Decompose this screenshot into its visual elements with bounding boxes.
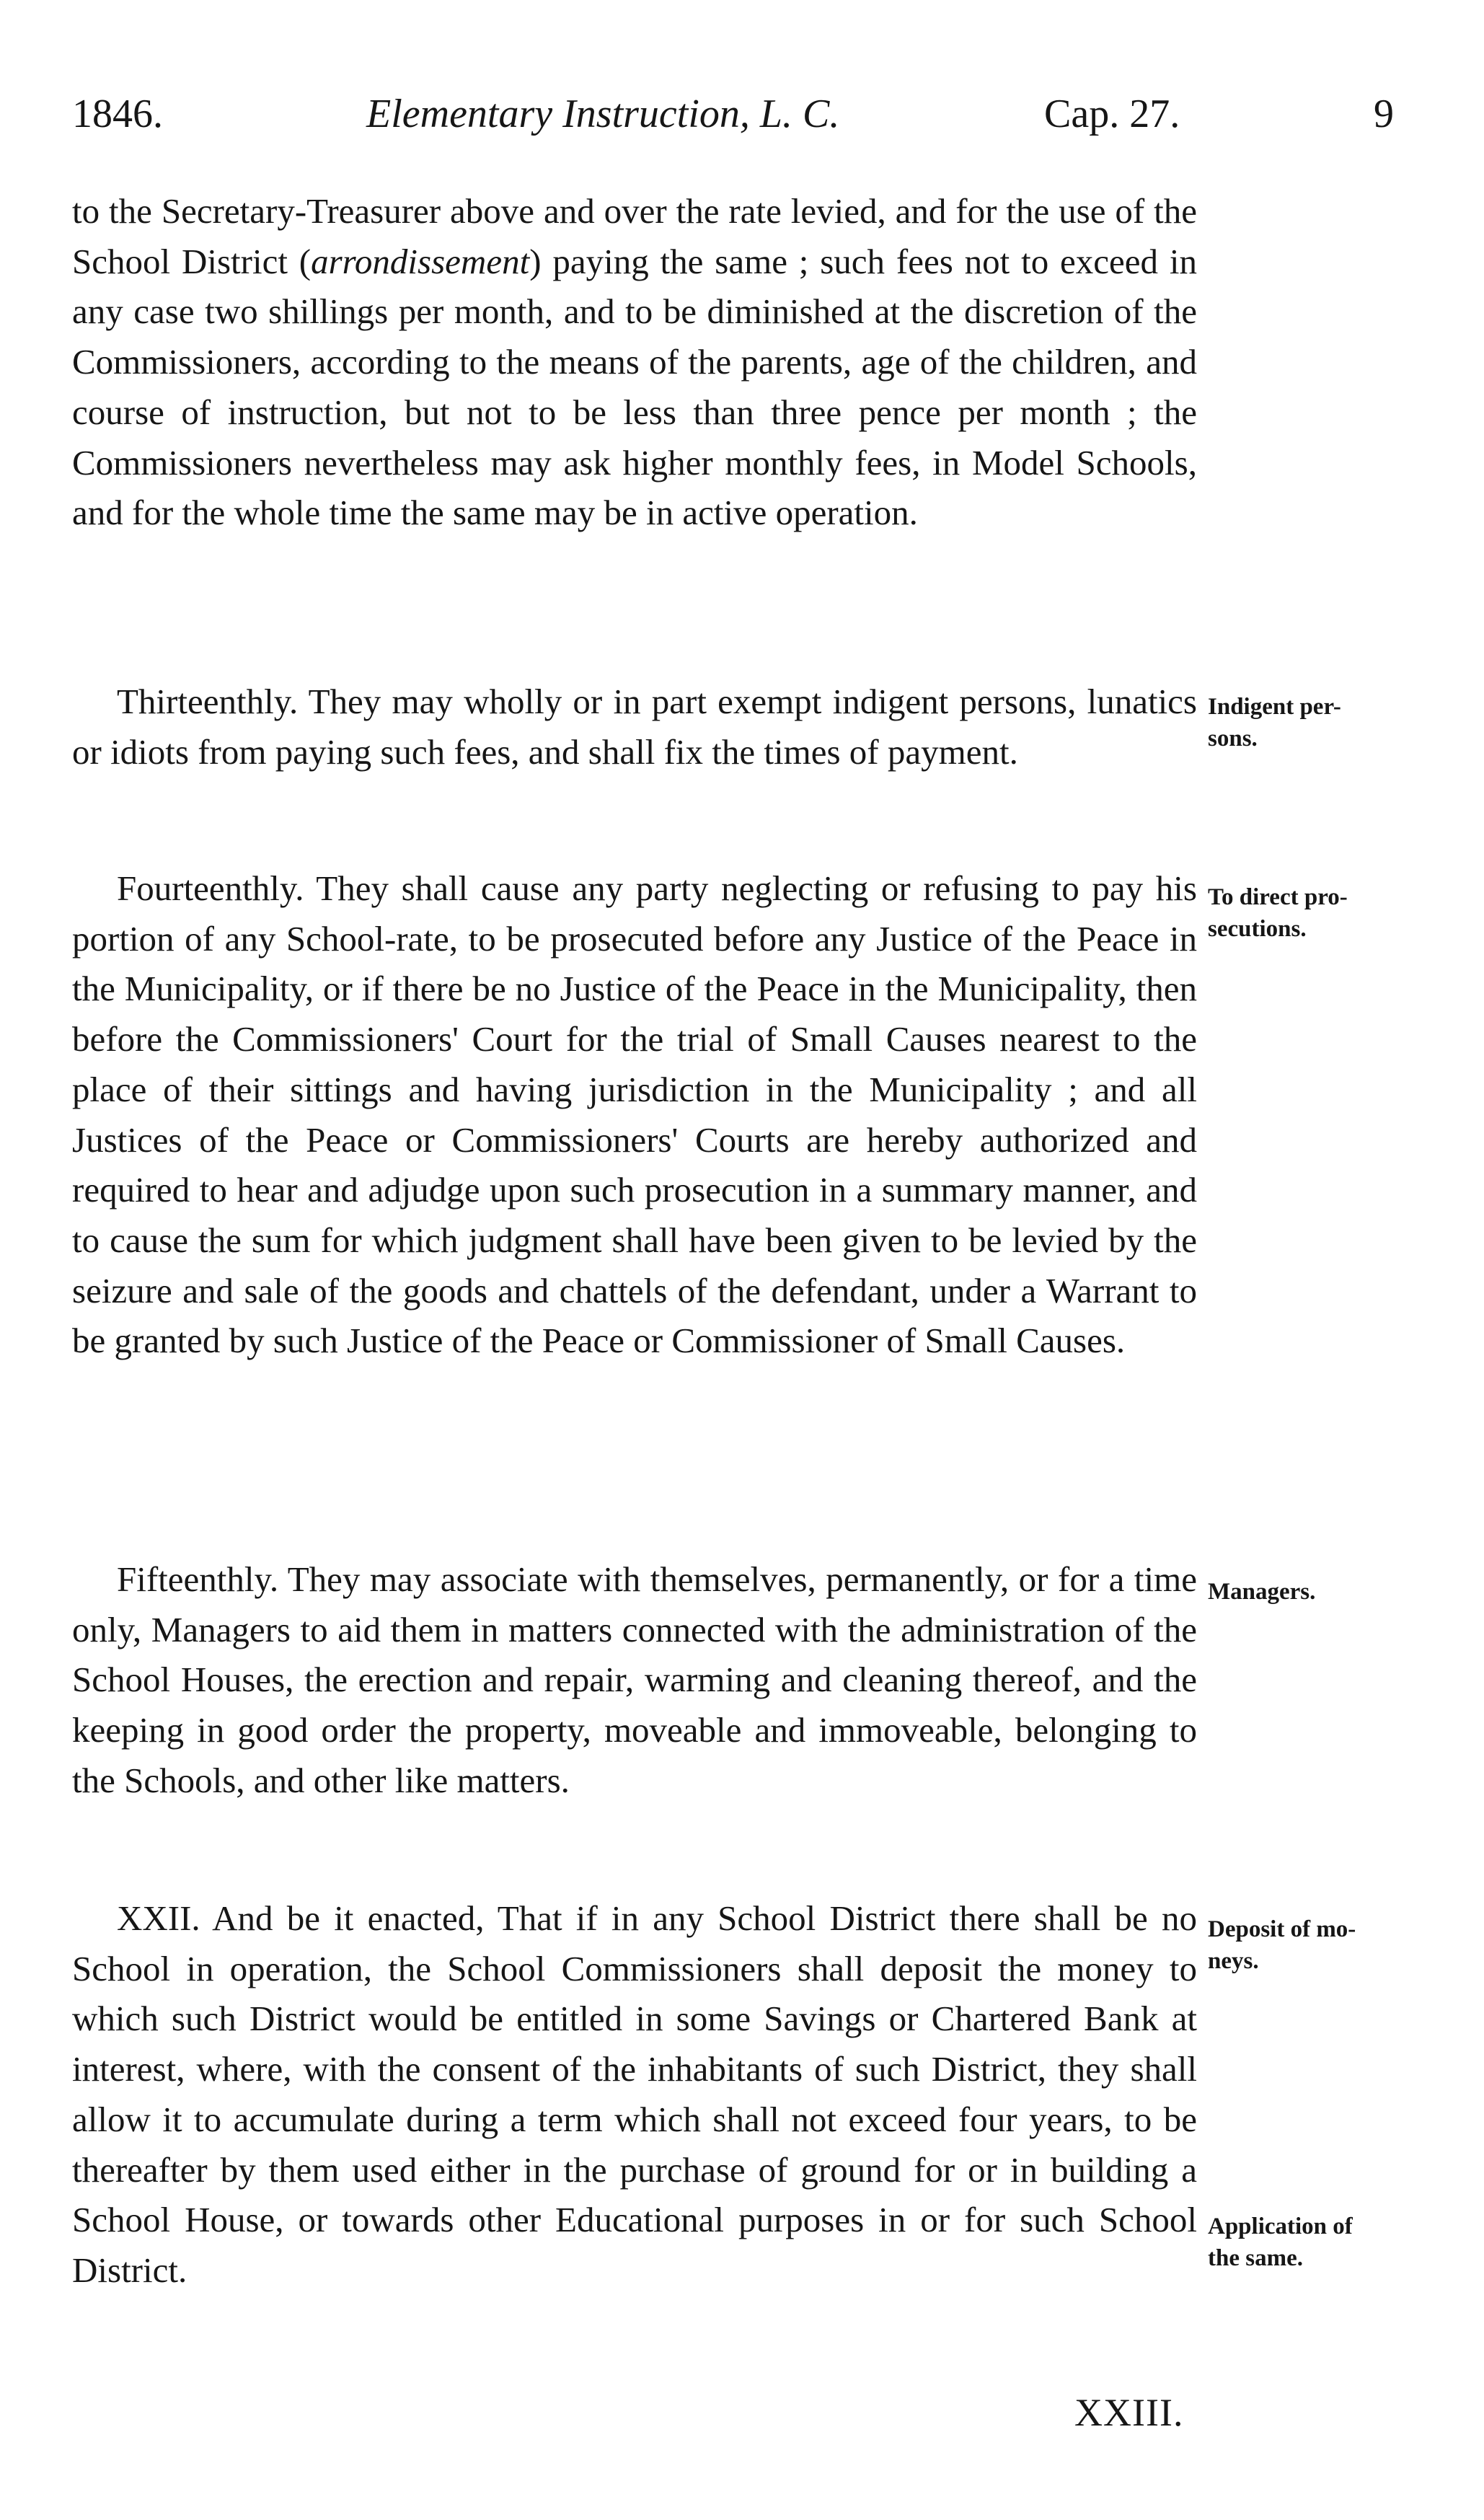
sidenote-deposit-of-moneys: [1208, 1913, 1424, 1977]
header-year: 1846.: [72, 92, 163, 136]
continuation-italic-term: arrondissement: [311, 241, 530, 281]
paragraph-fourteenthly: Fourteenthly. They shall cause any party neglecting or refusing to pay his portion of any School-rate, to be prosecuted before any Justice of the Peace in the Municipality, or if there be no Justice of the Peace in the Municipality, then before the Commissioners' Court for the trial of Small Causes nearest to the place of their sittings and having jurisdiction in the Municipality ; and all Justices of the Peace or Commissioners' Courts are hereby authorized and required to hear and adjudge upon such prosecution in a summary manner, and to cause the sum for which judgment shall have been given to be levied by the seizure and sale of the goods and chattels of the defendant, under a Warrant to be granted by such Justice of the Peace or Commissioner of Small Causes.: [72, 868, 1197, 1361]
sidenote-line: To direct pro-: [1208, 884, 1348, 910]
sidenote-line: neys.: [1208, 1948, 1259, 1974]
sidenote-indigent-persons: [1208, 691, 1424, 754]
continuation-text-a: to the Secretary-Treasurer above and over the rate levied, and for the use of the School District (: [72, 191, 1197, 281]
paragraph-fifteenthly: Fifteenthly. They may associate with themselves, permanently, or for a time only, Managers to aid them in matters connected with the administration of the School Houses, the erection and repair, warming and cleaning thereof, and the keeping in good order the property, moveable and immoveable, belonging to the Schools, and other like matters.: [72, 1559, 1197, 1800]
sidenote-line: secutions.: [1208, 916, 1307, 942]
paragraph-section-xxii: XXII. And be it enacted, That if in any School District there shall be no School in operation, the School Commissioners shall deposit the money to which such District would be entitled in some Savings or Chartered Bank at interest, where, with the consent of the inhabitants of such District, they shall allow it to accumulate during a term which shall not exceed four years, to be thereafter by them used either in the purchase of ground for or in building a School House, or towards other Educational purposes in or for such School District.: [72, 1898, 1197, 2290]
continuation-text-b: ) paying the same ; such fees not to exceed in any case two shillings per month, and to be diminished at the discretion of the Commissioners, according to the means of the parents, age of the children, and course of instruction, but not to be less than three pence per month ; the Commissioners nevertheless may ask higher monthly fees, in Model Schools, and for the whole time the same may be in active operation.: [72, 241, 1197, 533]
catchword: XXIII.: [1074, 2391, 1184, 2434]
sidenote-line: Application of: [1208, 2213, 1353, 2239]
sidenote-line: Deposit of mo-: [1208, 1916, 1356, 1942]
sidenote-line: the same.: [1208, 2245, 1303, 2271]
sidenote-application-of-same: [1208, 2211, 1424, 2274]
sidenote-direct-prosecutions: [1208, 881, 1424, 945]
paragraph-continuation: [72, 186, 1197, 538]
sidenote-line: Managers.: [1208, 1579, 1316, 1605]
paragraph-thirteenthly: Thirteenthly. They may wholly or in part exempt indigent persons, lunatics or idiots from paying such fees, and shall fix the times of payment.: [72, 682, 1197, 772]
sidenote-managers: [1208, 1576, 1424, 1608]
header-chapter: Cap. 27.: [1044, 92, 1180, 136]
sidenote-line: sons.: [1208, 726, 1258, 752]
page-number: 9: [1374, 92, 1394, 136]
sidenote-line: Indigent per-: [1208, 694, 1341, 720]
header-title: Elementary Instruction, L. C.: [366, 92, 840, 136]
